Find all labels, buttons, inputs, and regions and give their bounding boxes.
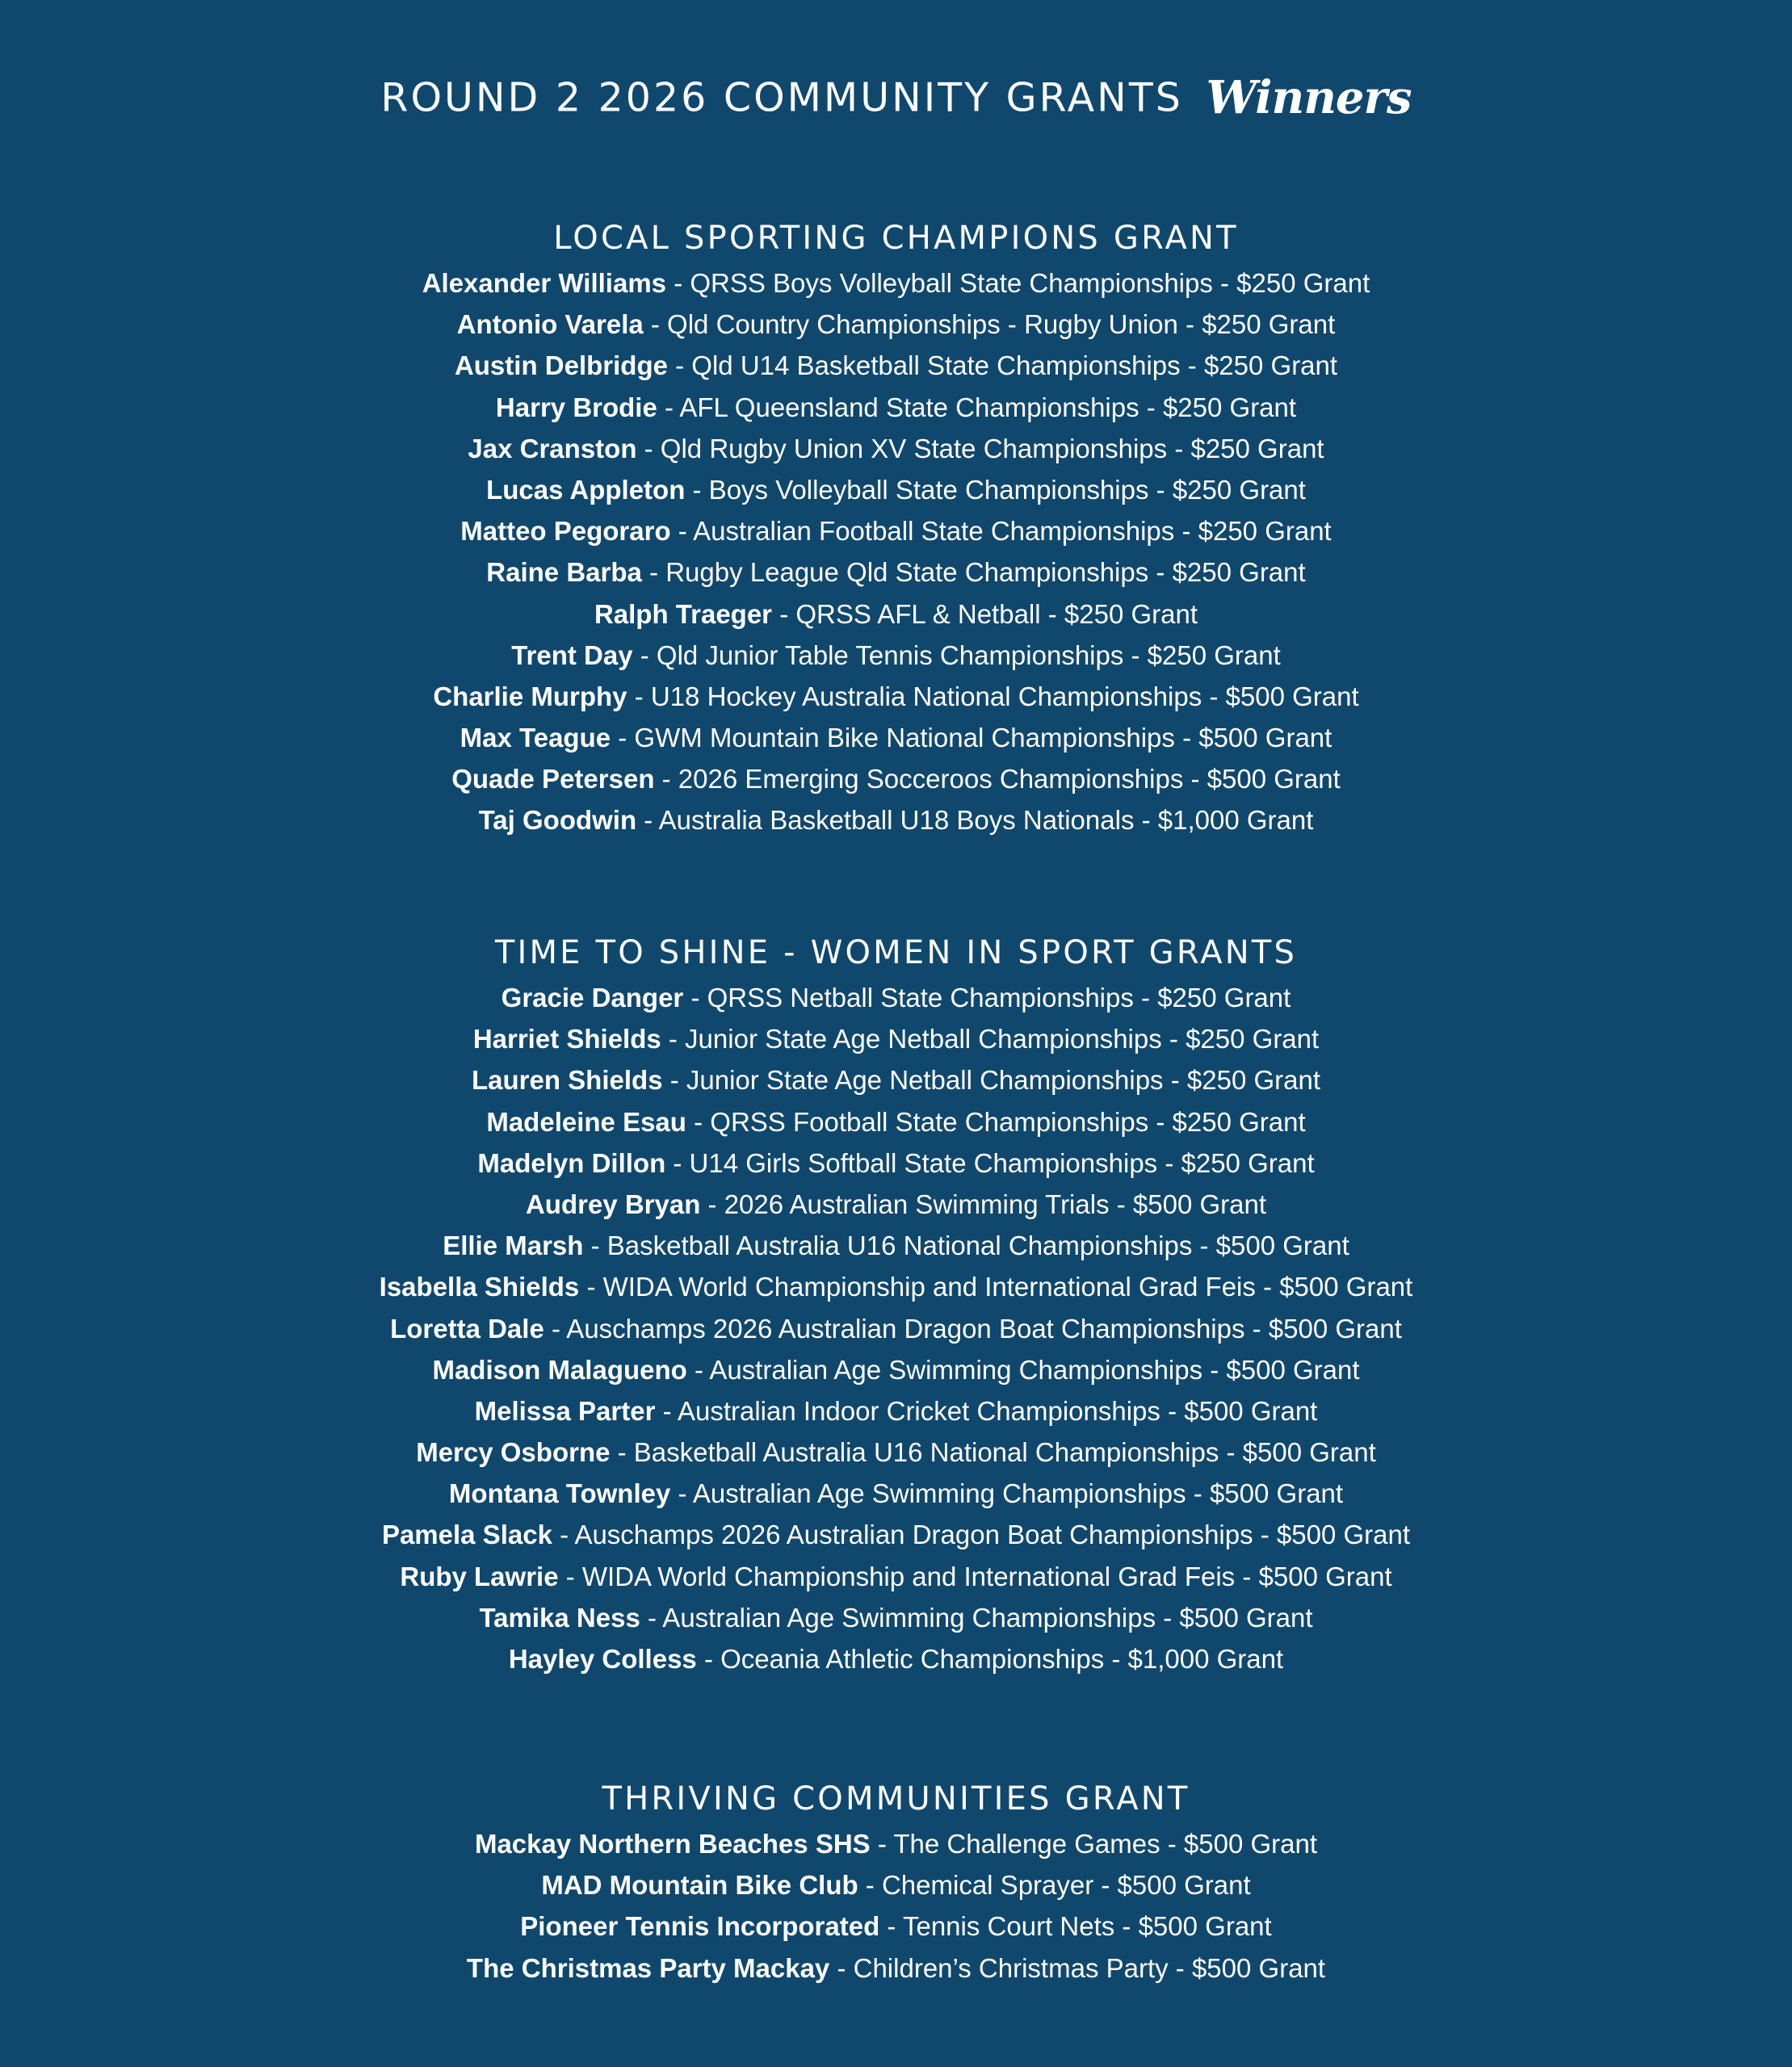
winner-entry — [0, 977, 1792, 1018]
winner-name: Mackay Northern Beaches SHS — [474, 1829, 871, 1859]
winner-entry — [0, 345, 1792, 386]
winner-name: Ellie Marsh — [443, 1231, 584, 1261]
winner-name: Jax Cranston — [468, 433, 637, 463]
winner-entry — [0, 469, 1792, 510]
winner-name: Mercy Osborne — [416, 1437, 611, 1468]
winner-detail: - U14 Girls Softball State Championships - $250 Grant — [665, 1147, 1315, 1178]
winner-detail: - Basketball Australia U16 National Championships - $500 Grant — [610, 1437, 1376, 1468]
winner-detail: - Australian Indoor Cricket Championships - $500 Grant — [655, 1395, 1318, 1426]
winner-detail: - Auschamps 2026 Australian Dragon Boat Championships - $500 Grant — [543, 1313, 1402, 1344]
winner-detail: - Qld Junior Table Tennis Championships - $250 Grant — [632, 639, 1281, 670]
winner-entry — [0, 1266, 1792, 1307]
winner-detail: - Basketball Australia U16 National Championships - $500 Grant — [583, 1231, 1349, 1261]
winner-detail: - WIDA World Championship and International Grad Feis - $500 Grant — [558, 1561, 1392, 1591]
section-local-sporting-champions — [0, 214, 1792, 841]
winner-name: Hayley Colless — [508, 1644, 697, 1674]
winner-detail: - Chemical Sprayer - $500 Grant — [858, 1870, 1251, 1901]
winner-entry — [0, 1432, 1792, 1473]
winner-name: Audrey Bryan — [525, 1189, 701, 1219]
section-heading: THRIVING COMMUNITIES GRANT — [602, 1780, 1190, 1818]
winner-detail: - Australian Age Swimming Championships - $500 Grant — [686, 1354, 1360, 1385]
winner-entry — [0, 1390, 1792, 1432]
section-thriving-communities — [0, 1775, 1792, 1989]
winner-name: Isabella Shields — [379, 1272, 580, 1302]
winner-entry — [0, 1638, 1792, 1679]
winner-name: Trent Day — [511, 639, 633, 670]
winner-entry — [0, 1018, 1792, 1059]
winner-entry — [0, 262, 1792, 304]
winner-detail: - Tennis Court Nets - $500 Grant — [879, 1911, 1272, 1942]
winner-name: MAD Mountain Bike Club — [541, 1870, 858, 1901]
winner-detail: - Australia Basketball U18 Boys Nationals - $1,000 Grant — [636, 805, 1314, 836]
winner-detail: - U18 Hockey Australia National Championships - $500 Grant — [627, 681, 1359, 711]
winner-detail: - Australian Age Swimming Championships - $500 Grant — [640, 1602, 1313, 1633]
winner-entry — [0, 799, 1792, 841]
winner-detail: - Oceania Athletic Championships - $1,000 Grant — [696, 1644, 1284, 1674]
winner-name: Harry Brodie — [495, 392, 657, 422]
page-title-accent: Winners — [1206, 71, 1412, 124]
winner-name: Taj Goodwin — [478, 805, 637, 836]
winner-detail: - Rugby League Qld State Championships - $250 Grant — [641, 557, 1306, 588]
winner-detail: - GWM Mountain Bike National Championships - $500 Grant — [611, 723, 1332, 753]
winner-name: Ruby Lawrie — [400, 1561, 559, 1591]
winner-name: Antonio Varela — [456, 309, 644, 340]
section-heading: LOCAL SPORTING CHAMPIONS GRANT — [553, 220, 1239, 257]
winner-name: Pamela Slack — [381, 1520, 552, 1550]
winner-detail: - The Challenge Games - $500 Grant — [870, 1829, 1318, 1859]
winner-entry — [0, 635, 1792, 676]
winner-detail: - Junior State Age Netball Championships - $250 Grant — [661, 1024, 1320, 1054]
winner-entry — [0, 1864, 1792, 1906]
winner-detail: - 2026 Australian Swimming Trials - $500 Grant — [700, 1189, 1267, 1219]
winner-entry — [0, 1948, 1792, 1989]
winner-name: Austin Delbridge — [454, 350, 668, 381]
winner-entry — [0, 717, 1792, 758]
winner-detail: - Qld Country Championships - Rugby Union - $250 Grant — [643, 309, 1336, 340]
winner-detail: - 2026 Emerging Socceroos Championships - $500 Grant — [654, 764, 1341, 795]
winner-detail: - AFL Queensland State Championships - $250 Grant — [657, 392, 1297, 422]
winner-entry — [0, 1101, 1792, 1143]
winner-entry — [0, 1823, 1792, 1864]
winner-name: Loretta Dale — [390, 1313, 544, 1344]
winner-name: Quade Petersen — [451, 764, 655, 795]
winner-detail: - Qld Rugby Union XV State Championships - $250 Grant — [636, 433, 1324, 463]
page-title-text: ROUND 2 2026 COMMUNITY GRANTS — [380, 74, 1183, 121]
winner-entry — [0, 1556, 1792, 1597]
winner-entry — [0, 593, 1792, 635]
winner-entry — [0, 1308, 1792, 1349]
winner-name: Max Teague — [460, 723, 611, 753]
winner-name: Raine Barba — [486, 557, 642, 588]
winner-detail: - Boys Volleyball State Championships - $250 Grant — [685, 474, 1306, 505]
winner-name: Gracie Danger — [501, 983, 684, 1013]
winner-detail: - Qld U14 Basketball State Championships - $250 Grant — [667, 350, 1338, 381]
winner-name: Lucas Appleton — [486, 474, 686, 505]
winner-name: Lauren Shields — [471, 1065, 663, 1096]
winner-entry — [0, 1059, 1792, 1101]
winner-name: Pioneer Tennis Incorporated — [520, 1911, 880, 1942]
winner-detail: - WIDA World Championship and International Grad Feis - $500 Grant — [579, 1272, 1413, 1302]
winner-entry — [0, 428, 1792, 469]
winner-name: Harriet Shields — [472, 1024, 661, 1054]
winner-name: Madeleine Esau — [486, 1106, 686, 1137]
winner-entry — [0, 304, 1792, 345]
winner-detail: - Auschamps 2026 Australian Dragon Boat Championships - $500 Grant — [552, 1520, 1411, 1550]
winner-name: Tamika Ness — [479, 1602, 640, 1633]
winner-name: Melissa Parter — [474, 1395, 656, 1426]
winner-name: Charlie Murphy — [433, 681, 627, 711]
winner-entry — [0, 1225, 1792, 1266]
winner-detail: - QRSS Netball State Championships - $250 Grant — [683, 983, 1291, 1013]
winner-entry — [0, 1597, 1792, 1638]
winner-entry — [0, 551, 1792, 593]
winner-detail: - Junior State Age Netball Championships - $250 Grant — [662, 1065, 1320, 1096]
winner-entry — [0, 387, 1792, 428]
winner-entry — [0, 758, 1792, 799]
winner-entry — [0, 1514, 1792, 1555]
winner-name: Alexander Williams — [422, 268, 667, 298]
page-title — [0, 71, 1792, 124]
section-time-to-shine — [0, 929, 1792, 1679]
winner-detail: - QRSS Boys Volleyball State Championships - $250 Grant — [666, 268, 1370, 298]
winner-name: The Christmas Party Mackay — [466, 1952, 830, 1983]
winner-detail: - Australian Football State Championships - $250 Grant — [670, 516, 1332, 547]
winner-name: Ralph Traeger — [594, 598, 773, 629]
winner-entry — [0, 676, 1792, 717]
winner-entry — [0, 1349, 1792, 1390]
winner-detail: - Australian Age Swimming Championships - $500 Grant — [670, 1478, 1344, 1509]
winner-name: Matteo Pegoraro — [460, 516, 671, 547]
winner-detail: - QRSS Football State Championships - $250 Grant — [686, 1106, 1306, 1137]
winner-detail: - QRSS AFL & Netball - $250 Grant — [772, 598, 1198, 629]
winner-entry — [0, 510, 1792, 551]
winner-entry — [0, 1184, 1792, 1225]
winner-name: Madison Malagueno — [432, 1354, 687, 1385]
winner-name: Montana Townley — [448, 1478, 671, 1509]
winner-entry — [0, 1143, 1792, 1184]
winner-entry — [0, 1906, 1792, 1947]
section-heading: TIME TO SHINE - WOMEN IN SPORT GRANTS — [494, 934, 1298, 971]
winner-entry — [0, 1473, 1792, 1514]
winner-detail: - Children’s Christmas Party - $500 Grant — [829, 1952, 1326, 1983]
winner-name: Madelyn Dillon — [477, 1147, 666, 1178]
